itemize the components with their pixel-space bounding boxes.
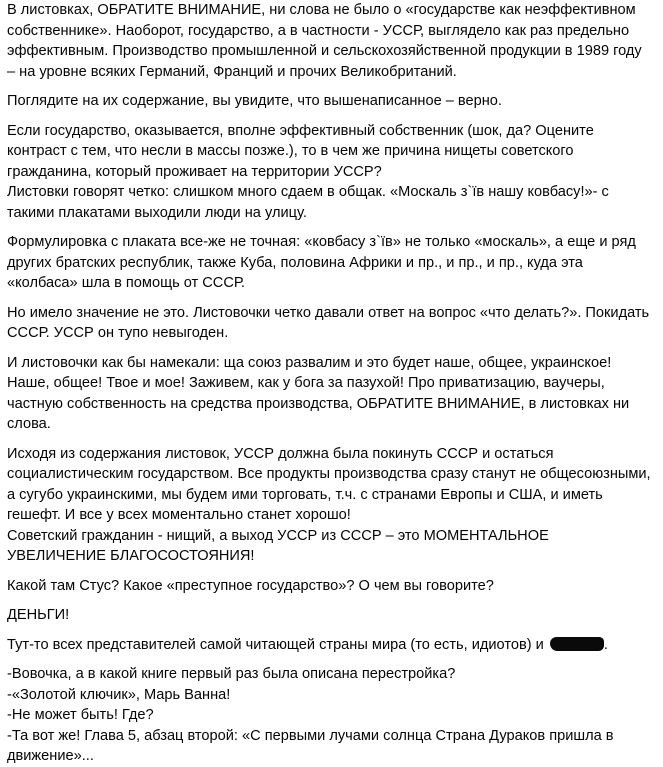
paragraph-3-line-2: Листовки говорят четко: слишком много сдаем в общак. «Москаль з`їв нашу ковбасу!»- с такими плакатами выходили люди на улицу.: [7, 184, 609, 221]
dialogue: [7, 664, 651, 767]
paragraph-6: И листовочки как бы намекали: ща союз развалим и это будет наше, общее, украинское! Наше, общее! Твое и мое! Заживем, как у бога за пазухой! Про приватизацию, ваучеры, частную собственность на средства производства, ОБРАТИТЕ ВНИМАНИЕ, в листовках ни слова.: [7, 354, 630, 432]
redaction-mark: [550, 637, 604, 651]
paragraph-9: ДЕНЬГИ!: [7, 607, 70, 623]
paragraph-7-line-1: Исходя из содержания листовок, УССР должна была покинуть СССР и остаться социалистическим государством. Все продукты производства сразу станут не общесоюзными, а сугубо украинскими, мы будем ими торговать, т.ч. с странами Европы и США, и иметь гешефт. И все у всех моментально станет хорошо!: [7, 445, 651, 523]
dialogue-line-3: -Не может быть! Где?: [7, 707, 154, 723]
paragraph-10: [7, 635, 651, 656]
paragraph-7-line-2: Советский гражданин - нищий, а выход УССР из СССР – это МОМЕНТАЛЬНОЕ УВЕЛИЧЕНИЕ БЛАГОСОСТОЯНИЯ!: [7, 527, 549, 564]
paragraph-10-text: Тут-то всех представителей самой читающей страны мира (то есть, идиотов) и: [7, 636, 544, 653]
dialogue-line-2: -«Золотой ключик», Марь Ванна!: [7, 686, 231, 703]
dialogue-line-1: -Вовочка, а в какой книге первый раз была описана перестройка?: [7, 666, 456, 682]
paragraph-5: Но имело значение не это. Листовочки четко давали ответ на вопрос «что делать?». Покидать СССР. УССР он тупо невыгоден.: [7, 304, 650, 341]
paragraph-10-tail: .: [603, 636, 608, 653]
paragraph-8: Какой там Стус? Какое «преступное государство»? О чем вы говорите?: [7, 577, 494, 594]
dialogue-line-4: -Та вот же! Глава 5, абзац второй: «С первыми лучами солнца Страна Дураков пришла в движение»...: [7, 727, 614, 764]
paragraph-2: Поглядите на их содержание, вы увидите, что вышенаписанное – верно.: [7, 93, 502, 109]
paragraph-3: [7, 121, 651, 224]
paragraph-3-line-1: Если государство, оказывается, вполне эффективный собственник (шок, да? Оцените контраст с тем, что несли в массы позже.), то в чем же причина нищеты советского гражданина, который проживает на территории УССР?: [7, 122, 594, 180]
paragraph-7: [7, 444, 651, 567]
paragraph-1: В листовках, ОБРАТИТЕ ВНИМАНИЕ, ни слова не было о «государстве как неэффективном собственнике». Наоборот, государство, а в частности - УССР, выглядело как раз предельно эффективным. Производство промышленной и сельскохозяйственной продукции в 1989 году – на уровне всяких Германий, Франций и прочих Великобританий.: [7, 2, 642, 80]
paragraph-4: Формулировка с плаката все-же не точная: «ковбасу з`їв» не только «москаль», а еще и ряд других братских республик, также Куба, половина Африки и пр., и пр., и пр., куда эта «колбаса» шла в помощь от СССР.: [7, 234, 636, 291]
